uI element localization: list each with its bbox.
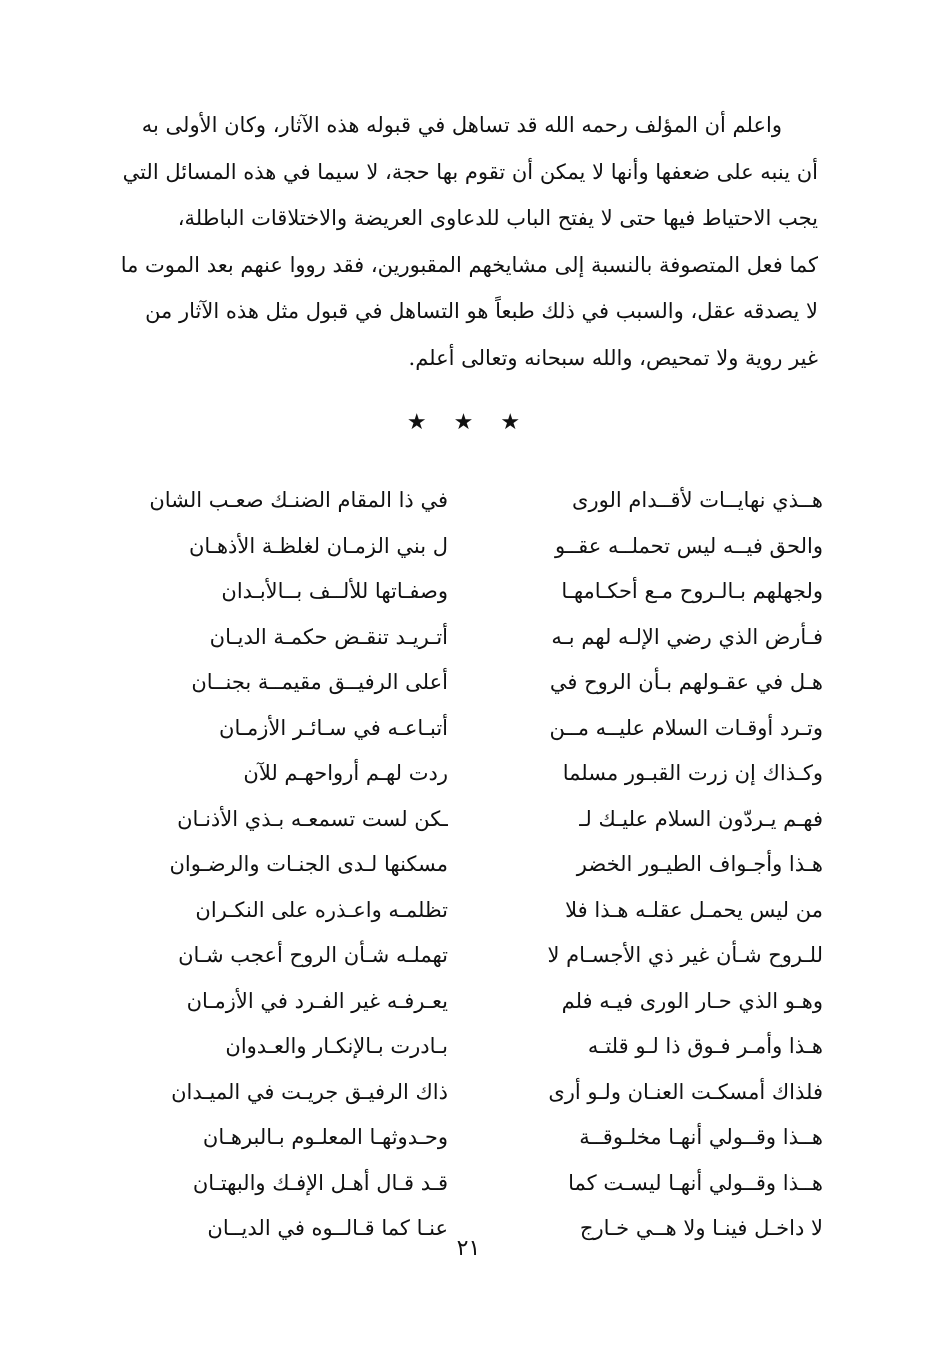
verse-second-hemistich: أعلى الرفيــق مقيمــة بجنــان xyxy=(191,670,448,694)
verse-first-hemistich: فهـم يـردّون السلام عليـك لـ xyxy=(579,806,823,831)
verse-first-hemistich: هـذا وأجـواف الطيـور الخضر xyxy=(576,852,823,876)
poem-verse xyxy=(118,1024,823,1070)
verse-first-hemistich: والحق فيــه ليس تحملــه عقــو xyxy=(555,533,823,558)
verse-second-hemistich: ردت لهـم أرواحهـم للآن xyxy=(243,761,448,785)
poem-verse xyxy=(118,524,823,570)
verse-first-hemistich: وتـرد أوقـات السلام عليــه مــن xyxy=(549,715,823,740)
verse-first-hemistich: هــذي نهايــات لأقــدام الورى xyxy=(572,488,823,512)
verse-first-hemistich: وكـذاك إن زرت القبـور مسلما xyxy=(562,761,823,785)
verse-first-hemistich: فـأرض الذي رضي الإلـه لهم بـه xyxy=(551,624,823,649)
verse-second-hemistich: تهملـه شـأن الروح أعجب شـان xyxy=(178,943,448,967)
section-separator-stars: ★ ★ ★ xyxy=(406,410,531,435)
verse-second-hemistich: وحـدوثهـا المعلـوم بـالبرهـان xyxy=(202,1125,448,1149)
paragraph-line: يجب الاحتياط فيها حتى لا يفتح الباب للدعاوى العريضة والاختلاقات الباطلة، xyxy=(177,206,818,230)
paragraph-line: واعلم أن المؤلف رحمه الله قد تساهل في قبوله هذه الآثار، وكان الأولى به xyxy=(141,113,782,137)
verse-first-hemistich: هـذا وأمـر فـوق ذا لـو قلتـه xyxy=(587,1034,823,1058)
verse-first-hemistich: من ليس يحمـل عقلـه هـذا فلا xyxy=(565,897,823,922)
verse-second-hemistich: في ذا المقام الضنـك صعـب الشان xyxy=(149,488,448,512)
verse-first-hemistich: هــذا وقــولي أنهـا ليسـت كما xyxy=(568,1170,823,1195)
verse-first-hemistich: هــذا وقــولي أنهـا مخلـوقــة xyxy=(579,1125,823,1149)
paragraph-line: كما فعل المتصوفة بالنسبة إلى مشايخهم المقبورين، فقد رووا عنهم بعد الموت ما xyxy=(120,252,818,277)
verse-second-hemistich: ذاك الرفيـق جريـت في الميـدان xyxy=(171,1079,448,1104)
verse-second-hemistich: ـكن لست تسمعـه بـذي الأذنـان xyxy=(177,806,448,831)
poem xyxy=(118,478,823,1252)
verse-second-hemistich: ل بني الزمـان لغلظـة الأذهـان xyxy=(188,533,448,558)
verse-second-hemistich: قـد قـال أهـل الإفـك والبهتـان xyxy=(192,1170,448,1195)
paragraph-line: لا يصدقه عقل، والسبب في ذلك طبعاً هو التساهل في قبول مثل هذه الآثار من xyxy=(145,299,818,323)
verse-second-hemistich: مسكنها لـدى الجنـات والرضـوان xyxy=(169,852,448,876)
poem-verse xyxy=(118,615,823,661)
verse-first-hemistich: لا داخـل فينـا ولا هــي خـارج xyxy=(579,1216,823,1240)
poem-verse xyxy=(118,660,823,706)
verse-second-hemistich: وصفـاتها للألــف بــالأبـدان xyxy=(221,579,448,603)
poem-verse xyxy=(118,979,823,1025)
verse-first-hemistich: هـل في عقـولهم بـأن الروح في xyxy=(549,670,823,694)
poem-verse xyxy=(118,1115,823,1161)
verse-first-hemistich: ولجهلهم بـالـروح مـع أحكـامهـا xyxy=(561,579,823,603)
verse-second-hemistich: تظلمـه واعـذره على النكـران xyxy=(195,897,448,922)
verse-second-hemistich: بـادرت بـالإنكـار والعـدوان xyxy=(225,1034,448,1058)
paragraph-line: أن ينبه على ضعفها وأنها لا يمكن أن تقوم بها حجة، لا سيما في هذه المسائل التي xyxy=(122,159,818,184)
poem-verse xyxy=(118,751,823,797)
verse-first-hemistich: فلذاك أمسكـت العنـان ولـو أرى xyxy=(548,1079,823,1104)
poem-verse xyxy=(118,1070,823,1116)
poem-verse xyxy=(118,569,823,615)
verse-first-hemistich: للـروح شـأن غير ذي الأجسـام لا xyxy=(547,943,823,967)
verse-second-hemistich: أتبـاعـه في سـائـر الأزمـان xyxy=(219,715,448,740)
poem-verse xyxy=(118,706,823,752)
poem-verse xyxy=(118,888,823,934)
poem-verse xyxy=(118,842,823,888)
verse-second-hemistich: يعـرفـه غير الفـرد في الأزمـان xyxy=(186,988,448,1013)
page-number: ٢١ xyxy=(456,1236,481,1261)
verse-second-hemistich: عنـا كما قـالــوه في الديــان xyxy=(207,1216,448,1240)
poem-verse xyxy=(118,478,823,524)
paragraph-line: غير روية ولا تمحيص، والله سبحانه وتعالى أعلم. xyxy=(408,345,818,370)
verse-second-hemistich: أتـريـد تنقـض حكمـة الديـان xyxy=(209,624,448,649)
poem-verse xyxy=(118,933,823,979)
poem-verse xyxy=(118,1161,823,1207)
commentary-paragraph xyxy=(118,102,818,381)
poem-verse xyxy=(118,797,823,843)
verse-first-hemistich: وهـو الذي حـار الورى فيـه فلم xyxy=(561,988,823,1013)
